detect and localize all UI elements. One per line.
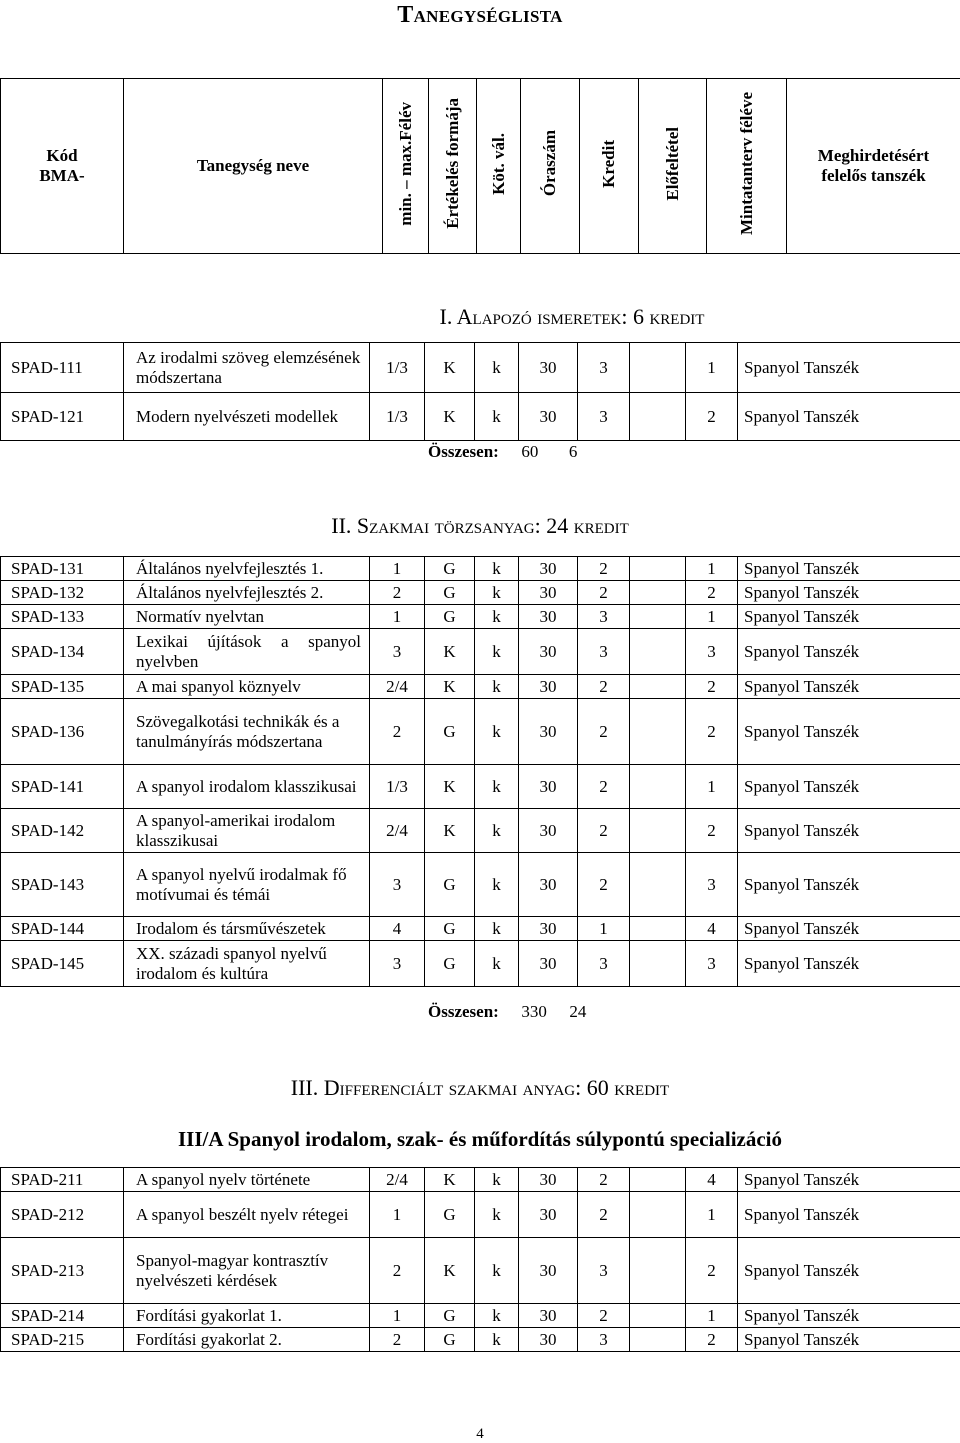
cell-name: Általános nyelvfejlesztés 2. [124,581,370,605]
cell-code: SPAD-134 [1,629,124,675]
cell-dept: Spanyol Tanszék [738,1328,960,1352]
cell-code: SPAD-133 [1,605,124,629]
header-bma: BMA- [1,166,123,186]
table-row [1,917,960,941]
cell-eval: G [425,557,475,581]
cell-sem: 2/4 [370,809,425,853]
cell-prereq [630,581,686,605]
cell-prereq [630,1168,686,1192]
cell-credit: 3 [578,1238,630,1304]
cell-eval: K [425,765,475,809]
cell-sem: 4 [370,917,425,941]
table-row: SPAD-111 Az irodalmi szöveg elemzésének módszertana 1/3 K k 30 3 1 Spanyol Tanszék [1,343,960,393]
section-1-table [0,342,960,441]
cell-eval: K [425,1238,475,1304]
cell-name: Fordítási gyakorlat 2. [124,1328,370,1352]
cell-name: Szövegalkotási technikák és a tanulmányírás módszertana [124,699,370,765]
cell-sem: 2/4 [370,675,425,699]
cell-code: SPAD-145 [1,941,124,987]
cell-credit: 2 [578,1168,630,1192]
cell-name: Irodalom és társművészetek [124,917,370,941]
cell-code: SPAD-131 [1,557,124,581]
cell-code: SPAD-142 [1,809,124,853]
header-credit: Kredit [580,79,639,254]
table-row [1,675,960,699]
table-row [1,1168,960,1192]
cell-eval: G [425,581,475,605]
cell-plan: 3 [686,853,738,917]
cell-hours: 30 [519,605,578,629]
cell-prereq [630,605,686,629]
cell-sem: 1 [370,1192,425,1238]
cell-kv: k [475,1328,519,1352]
cell-hours: 30 [519,809,578,853]
cell-kv: k [475,1238,519,1304]
cell-kv: k [475,853,519,917]
cell-plan: 2 [686,581,738,605]
cell-hours: 30 [519,765,578,809]
cell-code: SPAD-215 [1,1328,124,1352]
cell-code: SPAD-143 [1,853,124,917]
cell-name: Fordítási gyakorlat 1. [124,1304,370,1328]
cell-kv: k [475,605,519,629]
cell-eval: G [425,941,475,987]
cell-hours: 30 [519,853,578,917]
cell-credit: 1 [578,917,630,941]
table-row [1,699,960,765]
cell-credit: 2 [578,765,630,809]
cell-dept: Spanyol Tanszék [738,629,960,675]
cell-kv: k [475,629,519,675]
section-heading: III. Differenciált szakmai anyag: 60 kredit [0,1075,960,1101]
cell-hours: 30 [519,1328,578,1352]
cell-plan: 1 [686,605,738,629]
cell-name: Lexikai újítások a spanyol nyelvben [124,629,370,675]
cell-prereq [630,853,686,917]
cell-plan: 1 [686,765,738,809]
cell-eval: G [425,853,475,917]
cell-hours: 30 [519,917,578,941]
cell-name: Általános nyelvfejlesztés 1. [124,557,370,581]
cell-eval: G [425,1304,475,1328]
cell-credit: 3 [578,1328,630,1352]
header-semester: min. – max.Félév [383,79,429,254]
cell-name: A spanyol nyelv története [124,1168,370,1192]
cell-plan: 1 [686,1304,738,1328]
cell-credit: 3 [578,605,630,629]
cell-name: A mai spanyol köznyelv [124,675,370,699]
section-1-total: Összesen: 60 6 [428,442,577,462]
cell-code: SPAD-214 [1,1304,124,1328]
cell-dept: Spanyol Tanszék [738,1304,960,1328]
header-plan: Mintatanterv féléve [707,79,787,254]
cell-prereq [630,1304,686,1328]
cell-sem: 2 [370,581,425,605]
cell-prereq [630,629,686,675]
cell-kv: k [475,917,519,941]
cell-eval: K [425,809,475,853]
cell-eval: G [425,917,475,941]
cell-credit: 2 [578,581,630,605]
cell-name: A spanyol-amerikai irodalom klasszikusai [124,809,370,853]
table-row [1,941,960,987]
cell-code: SPAD-213 [1,1238,124,1304]
cell-name: A spanyol beszélt nyelv rétegei [124,1192,370,1238]
cell-plan: 2 [686,699,738,765]
cell-plan: 1 [686,557,738,581]
header-prereq: Előfeltétel [639,79,707,254]
cell-eval: G [425,605,475,629]
table-row [1,557,960,581]
cell-prereq [630,1192,686,1238]
section-subheading: III/A Spanyol irodalom, szak- és műfordítás súlypontú specializáció [0,1127,960,1152]
table-row [1,765,960,809]
cell-dept: Spanyol Tanszék [738,809,960,853]
cell-kv: k [475,765,519,809]
cell-kv: k [475,809,519,853]
section-3-table [0,1167,960,1352]
cell-code: SPAD-211 [1,1168,124,1192]
cell-name: Spanyol-magyar kontrasztív nyelvészeti kérdések [124,1238,370,1304]
cell-code: SPAD-135 [1,675,124,699]
cell-dept: Spanyol Tanszék [738,765,960,809]
cell-dept: Spanyol Tanszék [738,675,960,699]
cell-eval: K [425,675,475,699]
page-number: 4 [0,1426,960,1443]
cell-eval: G [425,699,475,765]
cell-code: SPAD-136 [1,699,124,765]
cell-hours: 30 [519,557,578,581]
cell-kv: k [475,1168,519,1192]
cell-hours: 30 [519,1238,578,1304]
header-course-name: Tanegység neve [124,79,383,254]
cell-hours: 30 [519,629,578,675]
cell-credit: 3 [578,629,630,675]
cell-eval: K [425,629,475,675]
cell-code: SPAD-144 [1,917,124,941]
cell-plan: 2 [686,1238,738,1304]
table-row [1,1238,960,1304]
cell-sem: 3 [370,941,425,987]
cell-credit: 2 [578,699,630,765]
cell-hours: 30 [519,699,578,765]
cell-kv: k [475,699,519,765]
cell-prereq [630,1328,686,1352]
cell-credit: 3 [578,941,630,987]
cell-sem: 1/3 [370,765,425,809]
cell-hours: 30 [519,1304,578,1328]
cell-code: SPAD-141 [1,765,124,809]
cell-name: A spanyol irodalom klasszikusai [124,765,370,809]
cell-hours: 30 [519,581,578,605]
cell-code: SPAD-212 [1,1192,124,1238]
section-2-table [0,556,960,987]
cell-credit: 2 [578,853,630,917]
cell-sem: 2 [370,699,425,765]
section-heading: I. Alapozó ismeretek: 6 kredit [184,304,960,330]
header-dept: Meghirdetésért felelős tanszék [787,79,960,254]
table-row [1,1192,960,1238]
cell-credit: 2 [578,1192,630,1238]
cell-name: XX. századi spanyol nyelvű irodalom és kultúra [124,941,370,987]
header-hours: Óraszám [521,79,580,254]
cell-kv: k [475,941,519,987]
cell-plan: 2 [686,1328,738,1352]
cell-sem: 2 [370,1238,425,1304]
cell-code: SPAD-132 [1,581,124,605]
table-row [1,1328,960,1352]
cell-prereq [630,765,686,809]
cell-kv: k [475,557,519,581]
cell-hours: 30 [519,941,578,987]
cell-sem: 1 [370,1304,425,1328]
cell-sem: 1 [370,605,425,629]
cell-dept: Spanyol Tanszék [738,1238,960,1304]
cell-dept: Spanyol Tanszék [738,853,960,917]
table-row [1,629,960,675]
header-evaluation: Értékelés formája [429,79,477,254]
cell-kv: k [475,675,519,699]
cell-eval: G [425,1192,475,1238]
cell-name: Normatív nyelvtan [124,605,370,629]
cell-plan: 4 [686,1168,738,1192]
cell-sem: 3 [370,629,425,675]
cell-prereq [630,557,686,581]
cell-credit: 2 [578,1304,630,1328]
cell-dept: Spanyol Tanszék [738,941,960,987]
cell-sem: 3 [370,853,425,917]
cell-plan: 3 [686,629,738,675]
header-code [1,79,124,254]
cell-kv: k [475,1192,519,1238]
cell-plan: 4 [686,917,738,941]
cell-plan: 3 [686,941,738,987]
cell-plan: 1 [686,1192,738,1238]
section-heading: II. Szakmai törzsanyag: 24 kredit [0,513,960,539]
cell-dept: Spanyol Tanszék [738,557,960,581]
cell-credit: 2 [578,557,630,581]
table-row: SPAD-121 Modern nyelvészeti modellek 1/3 K k 30 3 2 Spanyol Tanszék [1,393,960,441]
table-row [1,1304,960,1328]
header-kod: Kód [1,146,123,166]
cell-credit: 2 [578,675,630,699]
cell-kv: k [475,1304,519,1328]
cell-dept: Spanyol Tanszék [738,1168,960,1192]
header-table [0,78,960,254]
table-row [1,605,960,629]
cell-dept: Spanyol Tanszék [738,581,960,605]
cell-prereq [630,699,686,765]
cell-prereq [630,941,686,987]
cell-credit: 2 [578,809,630,853]
cell-sem: 2/4 [370,1168,425,1192]
cell-dept: Spanyol Tanszék [738,917,960,941]
cell-dept: Spanyol Tanszék [738,699,960,765]
cell-dept: Spanyol Tanszék [738,605,960,629]
section-2-total: Összesen: 330 24 [428,1002,586,1022]
table-row [1,853,960,917]
document-title: Tanegységlista [0,2,960,29]
cell-hours: 30 [519,1168,578,1192]
cell-hours: 30 [519,1192,578,1238]
cell-plan: 2 [686,675,738,699]
cell-prereq [630,809,686,853]
cell-eval: K [425,1168,475,1192]
cell-prereq [630,1238,686,1304]
cell-dept: Spanyol Tanszék [738,1192,960,1238]
cell-sem: 1 [370,557,425,581]
cell-hours: 30 [519,675,578,699]
cell-plan: 2 [686,809,738,853]
cell-prereq [630,675,686,699]
header-required: Köt. vál. [477,79,521,254]
cell-kv: k [475,581,519,605]
cell-eval: G [425,1328,475,1352]
cell-prereq [630,917,686,941]
cell-sem: 2 [370,1328,425,1352]
table-row [1,809,960,853]
table-row [1,581,960,605]
cell-name: A spanyol nyelvű irodalmak fő motívumai és témái [124,853,370,917]
